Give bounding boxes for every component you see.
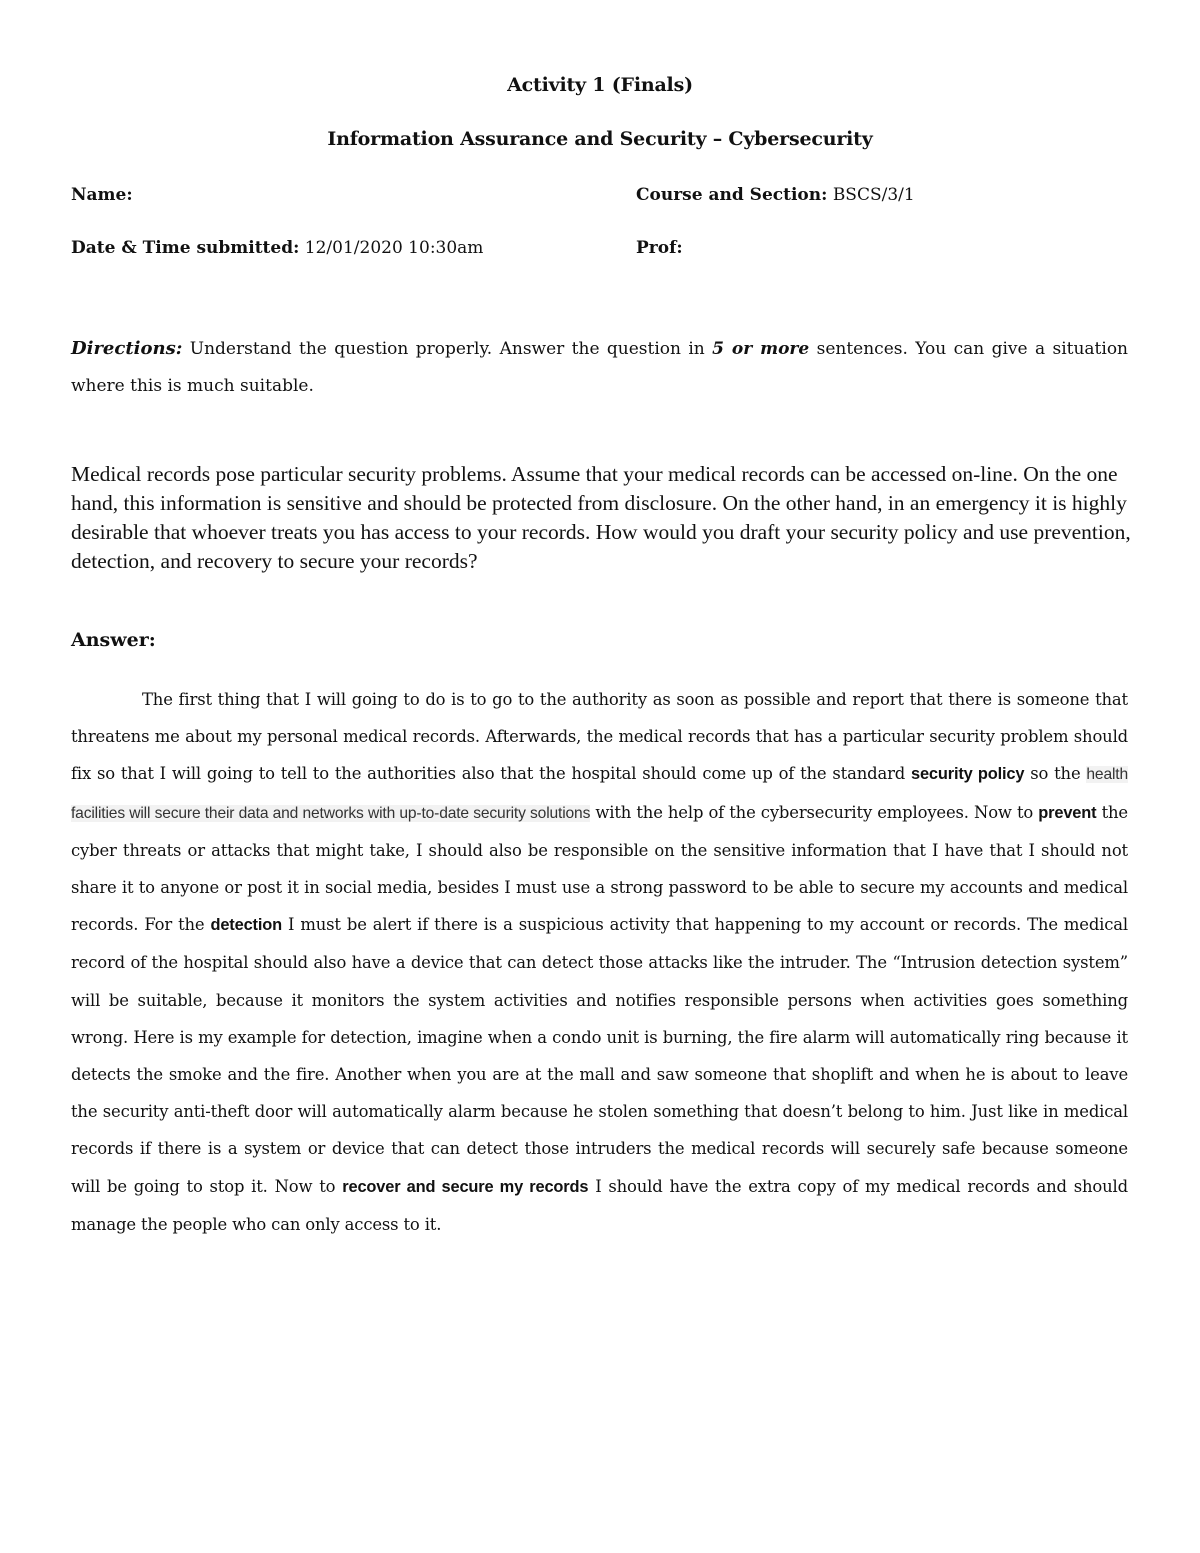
answer-text-4: the cyber threats or attacks that might take, I should also be responsible on the sensitive information that I have that I should not share it to anyone or post it in social media, besides I must use a strong password to be able to secure my accounts and medical records. For the	[71, 802, 1128, 935]
prof-field	[636, 238, 683, 258]
directions-emphasis: 5 or more	[712, 339, 810, 359]
keyword-prevent: prevent	[1038, 803, 1097, 822]
name-field	[71, 185, 133, 205]
name-label: Name:	[71, 185, 133, 205]
directions-text-after: sentences. You can give a situation where this is much suitable.	[71, 339, 1129, 396]
directions-label: Directions:	[71, 338, 183, 359]
document-title: Activity 1 (Finals)	[507, 74, 693, 96]
directions-paragraph	[71, 330, 1128, 405]
course-section-value: BSCS/3/1	[832, 185, 915, 205]
prof-label: Prof:	[636, 238, 683, 258]
highlighted-text: health facilities will secure their data and networks with up-to-date security solutions	[71, 766, 1128, 822]
date-time-value: 12/01/2020 10:30am	[304, 238, 484, 258]
date-time-field	[71, 238, 483, 258]
answer-text-1: The first thing that I will going to do is to go to the authority as soon as possible and report that there is someone that threatens me about my personal medical records. Afterwards, the medical records that has a particular security problem should fix so that I will going to tell to the authorities also that the hospital should come up of the standard	[71, 690, 1128, 784]
document-subtitle: Information Assurance and Security – Cybersecurity	[327, 128, 873, 150]
answer-text-5: I must be alert if there is a suspicious activity that happening to my account or records. The medical record of the hospital should also have a device that can detect those attacks like the intruder. The “Intrusion detection system” will be suitable, because it monitors the system activities and notifies responsible persons when activities goes something wrong. Here is my example for detection, imagine when a condo unit is burning, the fire alarm will automatically ring because it detects the smoke and the fire. Another when you are at the mall and saw someone that shoplift and when he is about to leave the security anti-theft door will automatically alarm because he stolen something that doesn’t belong to him. Just like in medical records if there is a system or device that can detect those intruders the medical records will securely safe because someone will be going to stop it. Now to	[71, 915, 1128, 1196]
answer-body	[71, 681, 1128, 1243]
answer-paragraph	[71, 681, 1128, 1243]
question-paragraph: Medical records pose particular security problems. Assume that your medical records can be accessed on-line. On the one hand, this information is sensitive and should be protected from disclosure. On the other hand, in an emergency it is highly desirable that whoever treats you has access to your records. How would you draft your security policy and use prevention, detection, and recovery to secure your records?	[71, 462, 1131, 573]
keyword-security-policy: security policy	[910, 765, 1025, 784]
answer-text-3: with the help of the cybersecurity employees. Now to	[590, 802, 1039, 822]
keyword-recover-and-secure: recover and secure my records	[342, 1177, 589, 1196]
answer-heading: Answer:	[71, 629, 156, 651]
answer-text-2: so the	[1024, 764, 1087, 784]
directions-text-before: Understand the question properly. Answer the question in	[182, 339, 713, 359]
course-section-field	[636, 185, 915, 205]
course-section-label: Course and Section:	[636, 185, 828, 205]
answer-text-6: I should have the extra copy of my medical records and should manage the people who can only access to it.	[71, 1176, 1128, 1234]
date-time-label: Date & Time submitted:	[71, 238, 300, 258]
keyword-detection: detection	[210, 916, 282, 935]
